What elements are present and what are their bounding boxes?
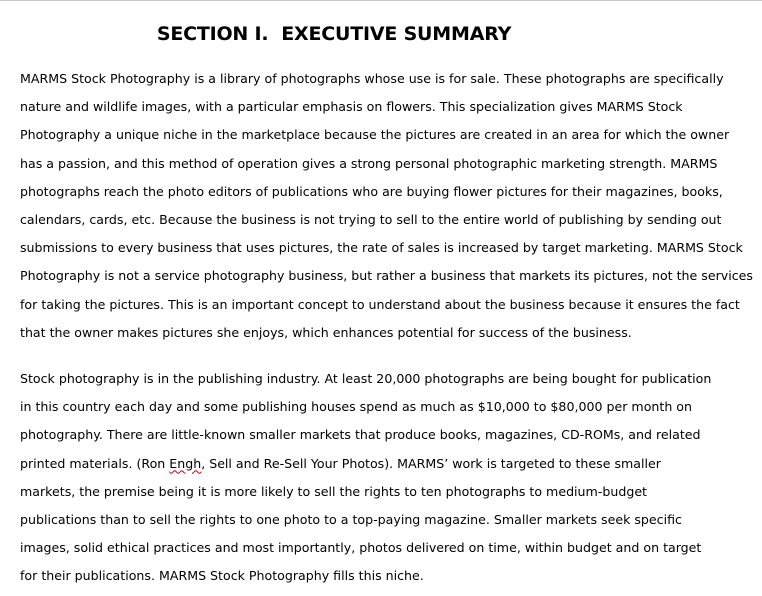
text-line: nature and wildlife images, with a particular emphasis on flowers. This specialization gives MARMS Stock bbox=[20, 99, 683, 115]
text-line: MARMS Stock Photography is a library of photographs whose use is for sale. These photographs are specifically bbox=[20, 71, 724, 86]
text-line: Photography is not a service photography business, but rather a business that markets its pictures, not the services bbox=[20, 268, 753, 284]
text-line: for taking the pictures. This is an important concept to understand about the business because it ensures the fact bbox=[20, 296, 740, 312]
text-line: in this country each day and some publishing houses spend as much as $10,000 to $80,000 per month on bbox=[20, 399, 692, 415]
text-line: for their publications. MARMS Stock Photography fills this niche. bbox=[20, 568, 424, 584]
text-line: publications than to sell the rights to one photo to a top-paying magazine. Smaller markets seek specific bbox=[20, 512, 682, 528]
text-line: calendars, cards, etc. Because the business is not trying to sell to the entire world of publishing by sending out bbox=[20, 212, 722, 228]
page-top-border bbox=[0, 0, 762, 1]
text-line: Photography a unique niche in the marketplace because the pictures are created in an area for which the owner bbox=[20, 127, 730, 143]
text-line: markets, the premise being it is more likely to sell the rights to ten photographs to medium-budget bbox=[20, 483, 647, 499]
section-heading: SECTION I. EXECUTIVE SUMMARY bbox=[156, 22, 512, 45]
text-line: has a passion, and this method of operation gives a strong personal photographic marketing strength. MARMS bbox=[20, 155, 718, 171]
text-line: submissions to every business that uses pictures, the rate of sales is increased by target marketing. MARMS Stock bbox=[20, 240, 743, 256]
text-line: that the owner makes pictures she enjoys, which enhances potential for success of the business. bbox=[20, 324, 632, 340]
text-segment: printed materials. (Ron bbox=[20, 455, 170, 471]
spellcheck-flagged-word[interactable]: Engh bbox=[169, 455, 202, 471]
text-line-with-flagged-word bbox=[20, 450, 750, 478]
paragraph-executive-summary bbox=[20, 65, 753, 347]
text-line: photography. There are little-known smaller markets that produce books, magazines, CD-ROMs, and related bbox=[20, 427, 701, 443]
paragraph-stock-photography-industry bbox=[20, 365, 750, 591]
text-line: Stock photography is in the publishing industry. At least 20,000 photographs are being bought for publication bbox=[20, 371, 712, 386]
text-segment: , Sell and Re-Sell Your Photos). MARMS’ work is targeted to these smaller bbox=[201, 455, 661, 471]
text-line: images, solid ethical practices and most importantly, photos delivered on time, within budget and on target bbox=[20, 540, 702, 556]
text-line: photographs reach the photo editors of publications who are buying flower pictures for their magazines, books, bbox=[20, 183, 723, 199]
